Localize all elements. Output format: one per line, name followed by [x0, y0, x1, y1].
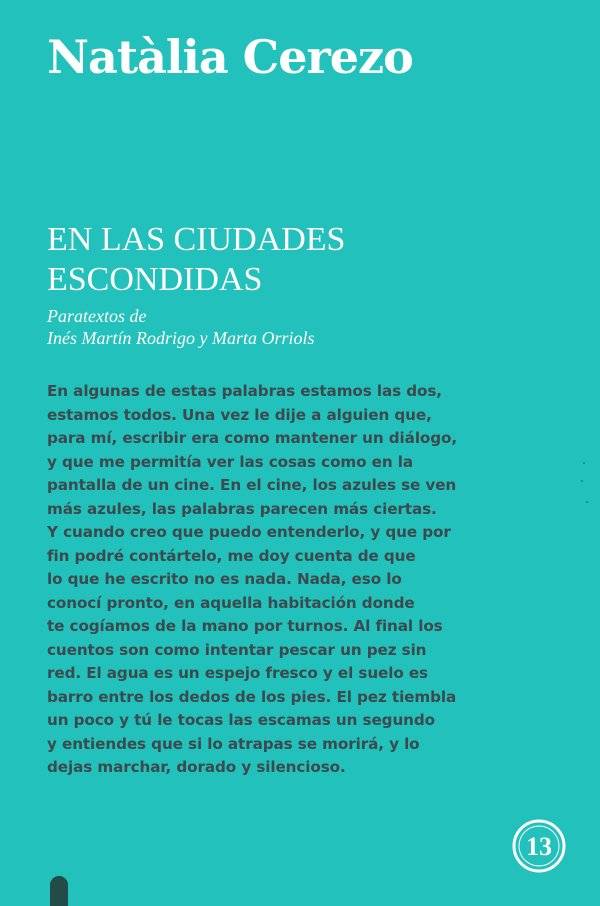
blurb-line: te cogíamos de la mano por turnos. Al final los [47, 617, 443, 635]
publisher-logo-number: 13 [526, 832, 552, 861]
blurb-line: pantalla de un cine. En el cine, los azules se ven [47, 476, 457, 494]
book-title [47, 220, 345, 300]
blurb-line: lo que he escrito no es nada. Nada, eso lo [47, 570, 402, 588]
title-line: EN LAS CIUDADES [47, 221, 346, 258]
blurb-line: estamos todos. Una vez le dije a alguien que, [47, 405, 432, 424]
blurb-line: y que me permitía ver las cosas como en la [47, 452, 414, 471]
print-speck [581, 480, 583, 482]
cover-blurb [47, 380, 487, 780]
blurb-line: conocí pronto, en aquella habitación donde [47, 593, 415, 612]
author-name: Natàlia Cerezo [47, 30, 413, 84]
blurb-line: dejas marchar, dorado y silencioso. [47, 758, 346, 776]
blurb-line: fin podré contártelo, me doy cuenta de que [47, 546, 416, 565]
blurb-line: red. El agua es un espejo fresco y el suelo es [47, 664, 428, 682]
blurb-line: un poco y tú le tocas las escamas un segundo [47, 711, 435, 729]
paratext-credit [47, 305, 315, 349]
paratext-line: Inés Martín Rodrigo y Marta Orriols [47, 328, 315, 348]
blurb-line: y entiendes que si lo atrapas se morirá, y lo [47, 734, 420, 753]
blurb-line: Y cuando creo que puedo entenderlo, y que por [47, 523, 451, 541]
blurb-line: En algunas de estas palabras estamos las dos, [47, 382, 442, 400]
spine-mark [50, 876, 68, 906]
blurb-line: barro entre los dedos de los pies. El pez tiembla [47, 687, 457, 706]
blurb-line: más azules, las palabras parecen más ciertas. [47, 499, 437, 518]
blurb-line: para mí, escribir era como mantener un diálogo, [47, 429, 458, 447]
paratext-line: Paratextos de [47, 306, 147, 326]
title-line: ESCONDIDAS [47, 261, 263, 298]
blurb-line: cuentos son como intentar pescar un pez sin [47, 640, 427, 659]
publisher-logo-icon [512, 819, 566, 873]
print-speck [583, 462, 585, 464]
print-speck [586, 501, 588, 503]
